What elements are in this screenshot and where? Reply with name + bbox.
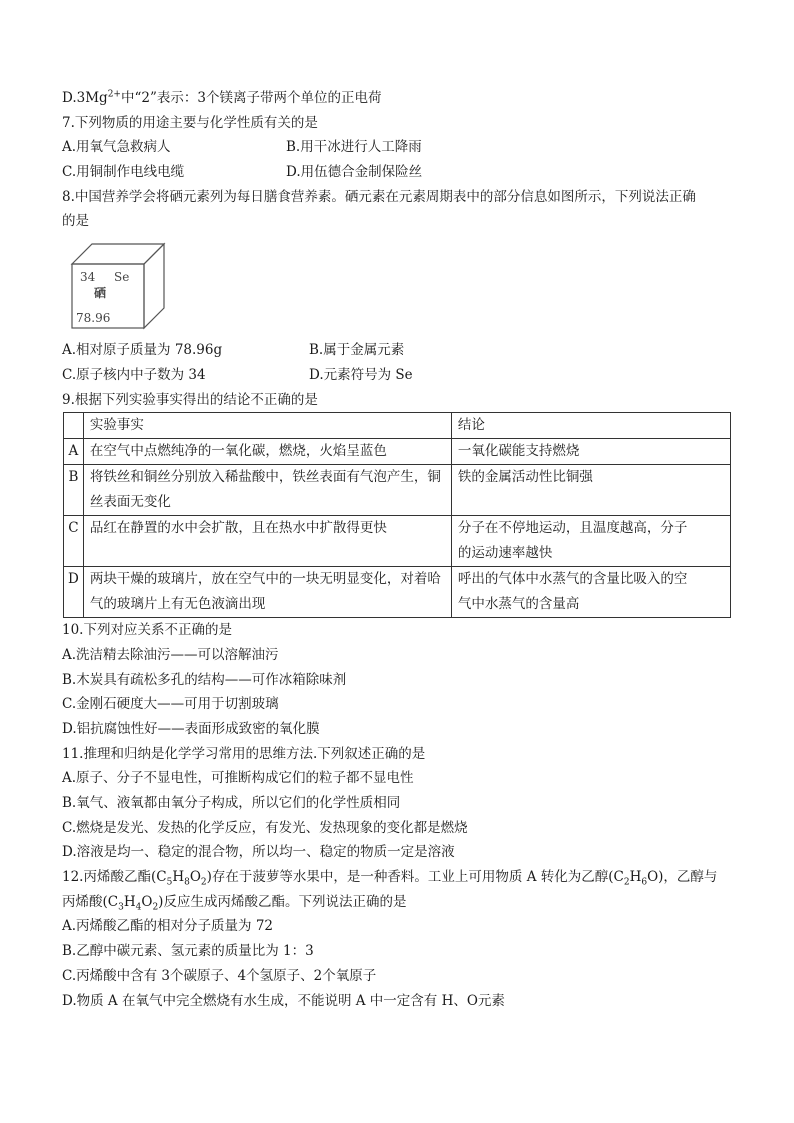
subscript: 8 xyxy=(184,877,190,888)
table-header-fact: 实验事实 xyxy=(83,413,451,439)
subscript: 5 xyxy=(166,877,173,888)
element-symbol: Se xyxy=(114,270,130,285)
stem-text: H xyxy=(123,893,136,910)
q7-option-c: C.用铜制作电线电缆 xyxy=(62,164,185,181)
subscript: 2 xyxy=(623,877,630,888)
q7-options-ab xyxy=(62,135,734,160)
conclusion-line: 铁的金属活动性比铜强 xyxy=(457,469,593,486)
row-key: A xyxy=(64,439,84,465)
row-fact xyxy=(83,567,451,618)
q8-options-cd xyxy=(62,363,734,388)
q8-stem-line1: 8.中国营养学会将硒元素列为每日膳食营养素。硒元素在元素周期表中的部分信息如图所示，下列说法正确 xyxy=(62,188,696,205)
table-header-row xyxy=(64,413,731,439)
q12-option-a: A.丙烯酸乙酯的相对分子质量为 72 xyxy=(62,918,274,935)
fact-line: 气的玻璃片上有无色液滴出现 xyxy=(89,596,266,613)
stem-text: H xyxy=(172,869,185,886)
conclusion-line: 的运动速率越快 xyxy=(457,545,553,562)
q10-stem: 10.下列对应关系不正确的是 xyxy=(62,622,232,639)
q7-option-d: D.用伍德合金制保险丝 xyxy=(286,164,423,181)
q11-option-b: B.氧气、液氧都由氧分子构成，所以它们的化学性质相同 xyxy=(62,795,401,811)
subscript: 2 xyxy=(152,902,159,913)
q11-option-d: D.溶液是均一、稳定的混合物，所以均一、稳定的物质一定是溶液 xyxy=(62,844,455,861)
q7-option-b: B.用干冰进行人工降雨 xyxy=(286,139,422,156)
q8-option-b: B.属于金属元素 xyxy=(309,342,405,359)
subscript: 6 xyxy=(641,877,648,888)
subscript: 4 xyxy=(135,902,142,913)
stem-text: )反应生成丙烯酸乙酯。下列说法正确的是 xyxy=(158,893,407,910)
fact-line: 两块干燥的玻璃片，放在空气中的一块无明显变化，对着哈 xyxy=(89,571,441,588)
table-row xyxy=(64,465,731,516)
row-fact xyxy=(83,465,451,516)
element-cube-diagram xyxy=(70,242,166,332)
q12-stem-line2 xyxy=(62,890,734,915)
row-conclusion xyxy=(451,516,730,567)
row-key: D xyxy=(64,567,84,618)
table-header-conclusion: 结论 xyxy=(451,413,730,439)
fact-line: 在空气中点燃纯净的一氧化碳，燃烧，火焰呈蓝色 xyxy=(89,443,387,460)
q8-option-c: C.原子核内中子数为 34 xyxy=(62,366,206,383)
stem-text: 12.丙烯酸乙酯(C xyxy=(62,869,167,886)
stem-text: O xyxy=(141,893,153,910)
stem-text: O)，乙醇与 xyxy=(647,869,718,886)
q9-table xyxy=(63,412,731,618)
atomic-number: 34 xyxy=(80,270,96,285)
stem-text: O xyxy=(189,869,201,886)
stem-text: H xyxy=(629,869,642,886)
row-conclusion xyxy=(451,465,730,516)
exam-page xyxy=(62,86,734,1013)
q6-d-text-rest: 中“2”表示：3个镁离子带两个单位的正电荷 xyxy=(120,90,382,106)
row-key: B xyxy=(64,465,84,516)
row-conclusion xyxy=(451,439,730,465)
conclusion-line: 呼出的气体中水蒸气的含量比吸入的空 xyxy=(457,571,688,588)
charge-superscript: 2+ xyxy=(107,89,121,100)
q12-option-d: D.物质 A 在氧气中完全燃烧有水生成，不能说明 A 中一定含有 H、O元素 xyxy=(62,992,505,1009)
table-row xyxy=(64,516,731,567)
q10-option-a: A.洗洁精去除油污——可以溶解油污 xyxy=(62,646,279,663)
q9-stem: 9.根据下列实验事实得出的结论不正确的是 xyxy=(62,391,318,408)
table-row xyxy=(64,567,731,618)
conclusion-line: 分子在不停地运动，且温度越高，分子 xyxy=(457,520,688,537)
q6-d-text: D.3Mg xyxy=(62,90,108,106)
subscript: 3 xyxy=(118,902,124,913)
q12-stem-line1 xyxy=(62,865,734,890)
atomic-mass: 78.96 xyxy=(76,311,111,326)
q8-stem-line2: 的是 xyxy=(62,213,89,230)
row-conclusion xyxy=(451,567,730,618)
q8-option-d: D.元素符号为 Se xyxy=(309,366,413,383)
fact-line: 品红在静置的水中会扩散，且在热水中扩散得更快 xyxy=(89,520,387,537)
element-name: 硒 xyxy=(94,286,107,301)
q10-option-d: D.铝抗腐蚀性好——表面形成致密的氧化膜 xyxy=(62,720,320,737)
stem-text: )存在于菠萝等水果中，是一种香料。工业上可用物质 A 转化为乙醇(C xyxy=(206,869,624,886)
stem-text: 丙烯酸(C xyxy=(62,893,119,910)
row-key: C xyxy=(64,516,84,567)
q10-option-b: B.木炭具有疏松多孔的结构——可作冰箱除味剂 xyxy=(62,671,347,688)
q7-option-a: A.用氧气急救病人 xyxy=(62,139,171,156)
q11-option-c: C.燃烧是发光、发热的化学反应，有发光、发热现象的变化都是燃烧 xyxy=(62,819,468,836)
q12-option-c: C.丙烯酸中含有 3个碳原子、4个氢原子、2个氧原子 xyxy=(62,967,377,984)
q7-stem: 7.下列物质的用途主要与化学性质有关的是 xyxy=(62,114,318,131)
q8-option-a: A.相对原子质量为 78.96g xyxy=(62,342,223,359)
row-fact xyxy=(83,516,451,567)
q8-options-ab xyxy=(62,338,734,363)
selenium-element-figure xyxy=(62,234,734,338)
subscript: 2 xyxy=(200,877,207,888)
q10-option-c: C.金刚石硬度大——可用于切割玻璃 xyxy=(62,696,279,713)
q6-option-d xyxy=(62,86,734,111)
table-header-key xyxy=(64,413,84,439)
fact-line: 将铁丝和铜丝分别放入稀盐酸中，铁丝表面有气泡产生，铜 xyxy=(89,469,441,486)
q11-stem: 11.推理和归纳是化学学习常用的思维方法.下列叙述正确的是 xyxy=(62,745,426,762)
q11-option-a: A.原子、分子不显电性，可推断构成它们的粒子都不显电性 xyxy=(62,770,414,787)
q7-options-cd xyxy=(62,160,734,185)
row-fact xyxy=(83,439,451,465)
conclusion-line: 气中水蒸气的含量高 xyxy=(457,596,580,613)
conclusion-line: 一氧化碳能支持燃烧 xyxy=(457,443,580,460)
table-row xyxy=(64,439,731,465)
fact-line: 丝表面无变化 xyxy=(89,494,171,511)
q12-option-b: B.乙醇中碳元素、氢元素的质量比为 1：3 xyxy=(62,943,314,960)
